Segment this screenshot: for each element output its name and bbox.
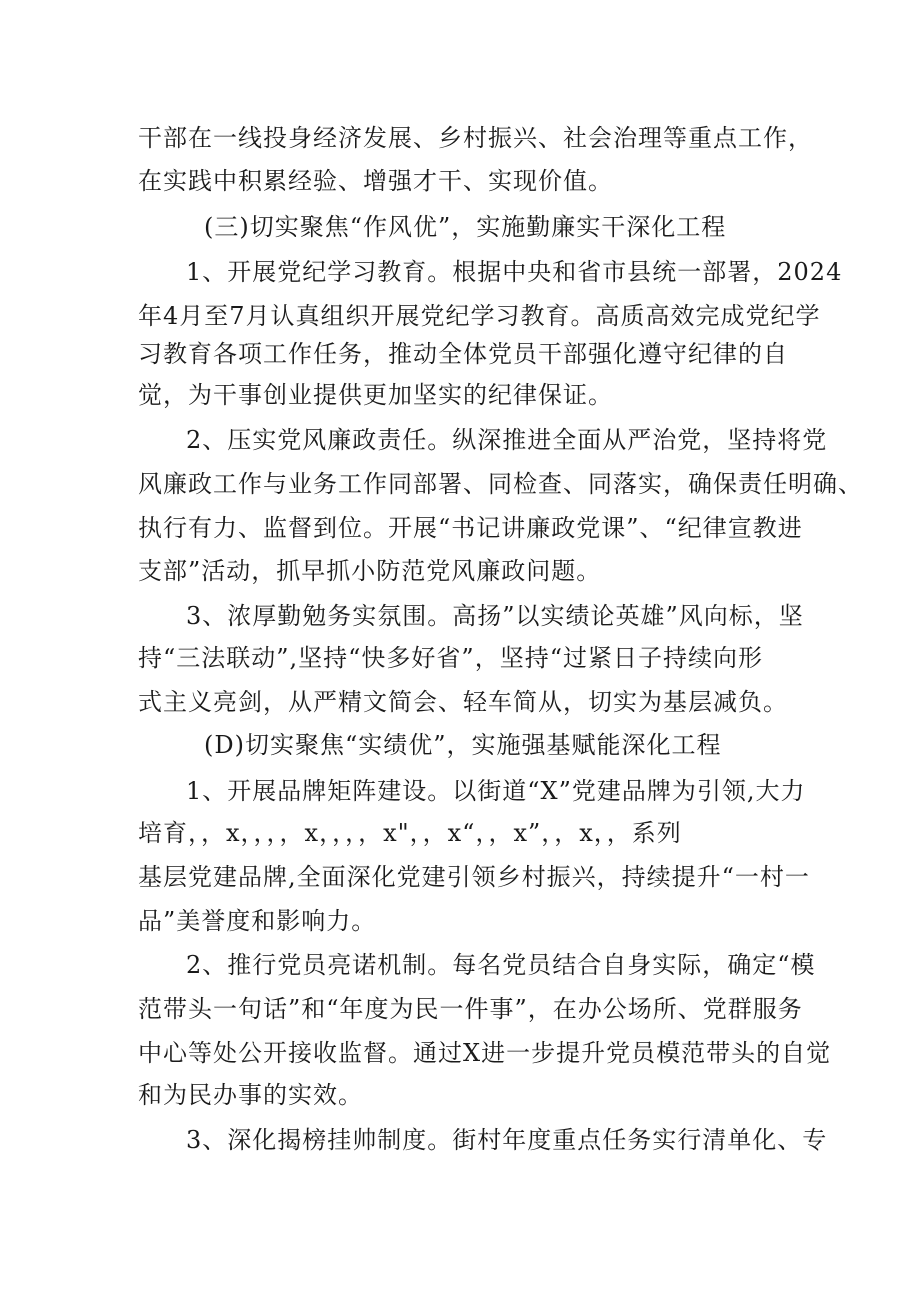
text-line: 1、开展党纪学习教育。根据中央和省市县统一部署，2024 — [186, 258, 843, 286]
text-line: 习教育各项工作任务，推动全体党员干部强化遵守纪律的自 — [138, 340, 788, 368]
text-line: 基层党建品牌,全面深化党建引领乡村振兴，持续提升“一村一 — [138, 863, 810, 891]
section-heading: (三)切实聚焦“作风优”，实施勤廉实干深化工程 — [204, 213, 727, 241]
text-line: 干部在一线投身经济发展、乡村振兴、社会治理等重点工作， — [138, 124, 813, 152]
text-line: 持“三法联动”,坚持“快多好省”，坚持“过紧日子持续向形 — [138, 644, 763, 672]
text-line: 中心等处公开接收监督。通过X进一步提升党员模范带头的自觉 — [138, 1039, 832, 1067]
text-line: 1、开展品牌矩阵建设。以街道“X”党建品牌为引领,大力 — [186, 777, 806, 805]
text-line: 在实践中积累经验、增强才干、实现价值。 — [138, 167, 613, 195]
text-line: 品”美誉度和影响力。 — [138, 907, 377, 935]
text-line: 3、浓厚勤勉务实氛围。高扬”以实绩论英雄”风向标，坚 — [186, 602, 804, 630]
text-line: 支部”活动，抓早抓小防范党风廉政问题。 — [138, 557, 602, 585]
text-line: 2、压实党风廉政责任。纵深推进全面从严治党，坚持将党 — [186, 426, 828, 454]
text-line: 风廉政工作与业务工作同部署、同检查、同落实，确保责任明确、 — [138, 470, 863, 498]
text-line: 和为民办事的实效。 — [138, 1081, 363, 1109]
text-line: 年4月至7月认真组织开展党纪学习教育。高质高效完成党纪学 — [138, 302, 821, 330]
text-line: 3、深化揭榜挂帅制度。街村年度重点任务实行清单化、专 — [186, 1126, 828, 1154]
text-line: 执行有力、监督到位。开展“书记讲廉政党课”、“纪律宣教进 — [138, 514, 803, 542]
text-line: 培育，，x，，，，x，，，，x"，，x“，，x”，，x，，系列 — [138, 819, 682, 847]
text-line: 式主义亮剑，从严精文简会、轻车简从，切实为基层减负。 — [138, 688, 788, 716]
text-line: 2、推行党员亮诺机制。每名党员结合自身实际，确定“模 — [186, 951, 816, 979]
section-heading: (D)切实聚焦“实绩优”，实施强基赋能深化工程 — [204, 731, 722, 759]
text-line: 范带头一句话”和“年度为民一件事”，在办公场所、党群服务 — [138, 995, 803, 1023]
text-line: 觉，为干事创业提供更加坚实的纪律保证。 — [138, 381, 613, 409]
